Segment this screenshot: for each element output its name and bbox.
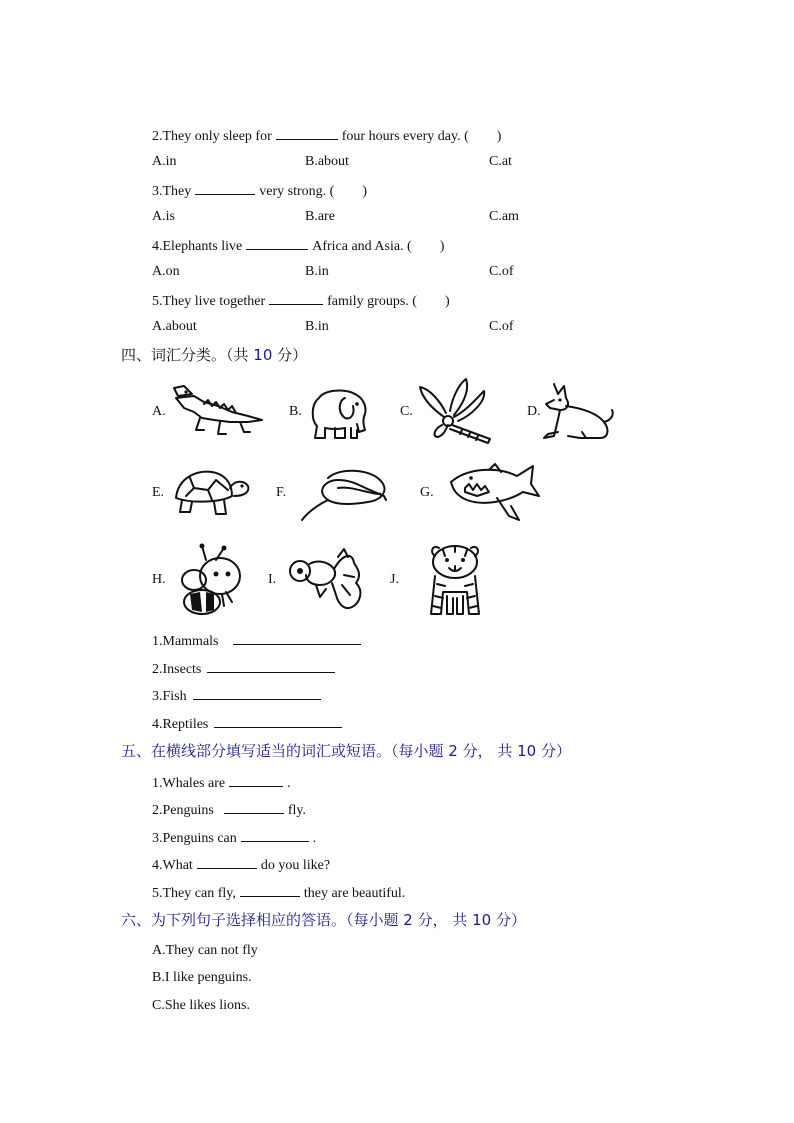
heading-points: 10 bbox=[472, 911, 492, 929]
animal-letter: D. bbox=[527, 404, 541, 419]
paren-close: ) bbox=[496, 129, 502, 144]
question-text: do you like? bbox=[260, 858, 331, 873]
fill-question-3 bbox=[152, 828, 316, 848]
fill-question-1 bbox=[152, 773, 291, 793]
option-a[interactable]: A.about bbox=[152, 319, 197, 334]
answer-blank[interactable] bbox=[197, 855, 257, 869]
option-a[interactable]: A.in bbox=[152, 154, 177, 169]
question-text: they are beautiful. bbox=[303, 886, 406, 901]
option-a[interactable]: A.on bbox=[152, 264, 180, 279]
answer-option-c: C.She likes lions. bbox=[152, 998, 251, 1013]
category-label: 1.Mammals bbox=[152, 634, 219, 649]
heading-points: 10 bbox=[517, 742, 537, 760]
answer-blank[interactable] bbox=[229, 773, 283, 787]
option-c[interactable]: C.at bbox=[489, 154, 512, 169]
heading-text: 分） bbox=[536, 742, 572, 760]
category-mammals bbox=[152, 631, 365, 651]
paren-close: ) bbox=[439, 239, 445, 254]
question-text: 2.They only sleep for bbox=[152, 129, 272, 144]
section-5-heading bbox=[121, 741, 571, 761]
paren-close: ) bbox=[362, 184, 367, 199]
dragonfly-icon bbox=[416, 377, 496, 445]
section-4-heading bbox=[121, 345, 307, 365]
question-text: 4.Elephants live bbox=[152, 239, 243, 254]
answer-blank[interactable] bbox=[276, 126, 338, 140]
option-c[interactable]: C.am bbox=[489, 209, 519, 224]
option-a[interactable]: A.is bbox=[152, 209, 175, 224]
question-text: Africa and Asia. ( bbox=[312, 239, 412, 254]
animal-letter: I. bbox=[268, 572, 277, 587]
animal-letter: E. bbox=[152, 485, 165, 500]
animal-letter: J. bbox=[390, 572, 399, 587]
question-text: 5.They live together bbox=[152, 294, 266, 309]
paren-close: ) bbox=[444, 294, 450, 309]
question-text: 1.Whales are bbox=[152, 776, 226, 791]
question-text: 3.Penguins can bbox=[152, 831, 237, 846]
answer-blank[interactable] bbox=[269, 291, 323, 305]
tiger-icon bbox=[417, 542, 491, 618]
option-b[interactable]: B.are bbox=[305, 209, 335, 224]
heading-points: 2 bbox=[403, 911, 413, 929]
question-text: . bbox=[312, 831, 317, 846]
answer-option-a: A.They can not fly bbox=[152, 943, 258, 958]
animal-letter: G. bbox=[420, 485, 434, 500]
option-b[interactable]: B.about bbox=[305, 154, 349, 169]
heading-text: 分） bbox=[491, 911, 527, 929]
answer-blank[interactable] bbox=[195, 181, 255, 195]
heading-points: 10 bbox=[253, 346, 273, 364]
question-3 bbox=[152, 181, 367, 201]
category-label: 3.Fish bbox=[152, 689, 187, 704]
answer-blank[interactable] bbox=[246, 236, 308, 250]
question-text: 2.Penguins bbox=[152, 803, 214, 818]
question-text: 4.What bbox=[152, 858, 193, 873]
animal-letter: F. bbox=[276, 485, 287, 500]
question-text: fly. bbox=[287, 803, 306, 818]
animal-letter: C. bbox=[400, 404, 413, 419]
bee-icon bbox=[176, 544, 246, 616]
option-c[interactable]: C.of bbox=[489, 319, 514, 334]
question-text: . bbox=[287, 776, 291, 791]
turtle-icon bbox=[172, 466, 252, 526]
answer-blank[interactable] bbox=[233, 631, 361, 645]
category-reptiles bbox=[152, 714, 346, 734]
answer-blank[interactable] bbox=[193, 686, 321, 700]
heading-text: 六、为下列句子选择相应的答语。（每小题 bbox=[121, 911, 404, 929]
category-label: 4.Reptiles bbox=[152, 717, 209, 732]
option-b[interactable]: B.in bbox=[305, 264, 329, 279]
shark-icon bbox=[447, 462, 539, 528]
category-label: 2.Insects bbox=[152, 662, 202, 677]
question-text: family groups. ( bbox=[327, 294, 417, 309]
animal-letter: A. bbox=[152, 404, 166, 419]
answer-blank[interactable] bbox=[241, 828, 309, 842]
question-4 bbox=[152, 236, 444, 256]
crocodile-icon bbox=[170, 382, 266, 442]
fill-question-5 bbox=[152, 883, 405, 903]
option-c[interactable]: C.of bbox=[489, 264, 514, 279]
animal-letter: H. bbox=[152, 572, 166, 587]
heading-points: 2 bbox=[448, 742, 458, 760]
question-text: 3.They bbox=[152, 184, 192, 199]
wolf-icon bbox=[540, 380, 616, 444]
answer-blank[interactable] bbox=[240, 883, 300, 897]
heading-text: 分， 共 bbox=[412, 911, 473, 929]
question-5 bbox=[152, 291, 450, 311]
heading-text: 四、词汇分类。（共 bbox=[121, 346, 254, 364]
heading-text: 五、在横线部分填写适当的词汇或短语。（每小题 bbox=[121, 742, 449, 760]
fill-question-4 bbox=[152, 855, 330, 875]
fill-question-2 bbox=[152, 800, 306, 820]
category-fish bbox=[152, 686, 325, 706]
question-text: very strong. ( bbox=[259, 184, 335, 199]
category-insects bbox=[152, 659, 339, 679]
answer-blank[interactable] bbox=[207, 659, 335, 673]
animal-letter: B. bbox=[289, 404, 302, 419]
goldfish-icon bbox=[286, 545, 366, 615]
heading-text: 分， 共 bbox=[457, 742, 518, 760]
section-6-heading bbox=[121, 910, 526, 930]
answer-blank[interactable] bbox=[224, 800, 284, 814]
question-text: four hours every day. ( bbox=[341, 129, 469, 144]
answer-blank[interactable] bbox=[214, 714, 342, 728]
snake-icon bbox=[298, 466, 392, 522]
elephant-icon bbox=[305, 384, 375, 444]
heading-text: 分） bbox=[272, 346, 308, 364]
question-text: 5.They can fly, bbox=[152, 886, 236, 901]
question-2 bbox=[152, 126, 501, 146]
option-b[interactable]: B.in bbox=[305, 319, 329, 334]
answer-option-b: B.I like penguins. bbox=[152, 970, 252, 985]
